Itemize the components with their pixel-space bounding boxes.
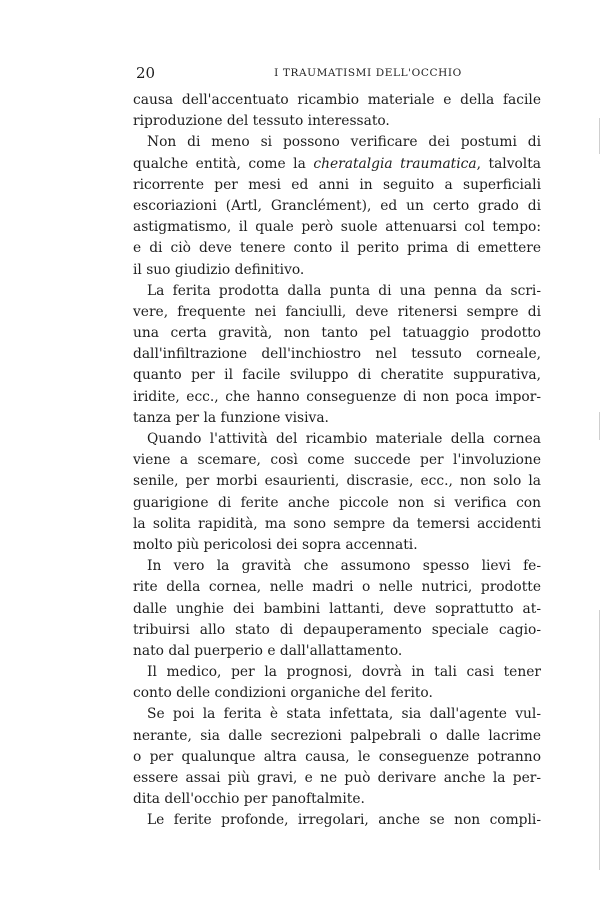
text-line: dita dell'occhio per panoftalmite. [133, 791, 365, 808]
text-line: la solita rapidità, ma sono sempre da temersi accidenti [133, 515, 541, 532]
text-line: guarigione di ferite anche piccole non si verifica con [133, 494, 541, 511]
text-line: In vero la gravità che assumono spesso lievi fe- [147, 558, 541, 575]
text-segment: , talvolta [476, 155, 541, 172]
text-line: rite della cornea, nelle madri o nelle nutrici, prodotte [133, 579, 541, 596]
running-title: I TRAUMATISMI DELL'OCCHIO [274, 67, 462, 79]
text-line: una certa gravità, non tanto pel tatuaggio prodotto [133, 325, 541, 342]
text-line: astigmatismo, il quale però suole attenuarsi col tempo: [133, 219, 541, 236]
body-text [133, 90, 541, 832]
text-line: Se poi la ferita è stata infettata, sia dall'agente vul- [147, 706, 541, 723]
text-line: escoriazioni (Artl, Granclément), ed un certo grado di [133, 197, 541, 214]
page-number: 20 [136, 64, 156, 82]
text-line [133, 154, 541, 175]
text-line: vere, frequente nei fanciulli, deve ritenersi sempre di [133, 303, 541, 320]
text-line: nerante, sia dalle secrezioni palpebrali o dalle lacrime [133, 727, 541, 744]
text-line: e di ciò deve tenere conto il perito prima di emettere [133, 240, 541, 257]
text-line: quanto per il facile sviluppo di cheratite suppurativa, [133, 367, 541, 384]
page-edge-mark [599, 412, 600, 440]
text-line: Non di meno si possono verificare dei postumi di [147, 134, 541, 151]
italic-term: cheratalgia traumatica [313, 155, 477, 172]
text-line: molto più pericolosi dei sopra accennati. [133, 536, 418, 553]
page-header [136, 64, 540, 84]
text-segment: qualche entità, come la [133, 155, 314, 172]
text-line: La ferita prodotta dalla punta di una penna da scri- [147, 282, 541, 299]
text-line: dall'infiltrazione dell'inchiostro nel tessuto corneale, [133, 346, 541, 363]
text-line: il suo giudizio definitivo. [133, 261, 305, 278]
text-line: nato dal puerperio e dall'allattamento. [133, 642, 403, 659]
text-line: conto delle condizioni organiche del ferito. [133, 685, 433, 702]
page-edge-mark [599, 610, 600, 870]
text-line: ricorrente per mesi ed anni in seguito a superficiali [133, 176, 541, 193]
text-line: tribuirsi allo stato di depauperamento speciale cagio- [133, 621, 541, 638]
text-line: Quando l'attività del ricambio materiale della cornea [147, 431, 541, 447]
text-line: o per qualunque altra causa, le conseguenze potranno [133, 748, 541, 765]
page-edge-mark [599, 118, 600, 154]
text-line: senile, per morbi esaurienti, discrasie, ecc., non solo la [133, 473, 541, 490]
text-line: riproduzione del tessuto interessato. [133, 113, 390, 130]
text-line: dalle unghie dei bambini lattanti, deve soprattutto at- [133, 600, 541, 617]
text-line: Il medico, per la prognosi, dovrà in tali casi tener [147, 664, 541, 681]
text-line: iridite, ecc., che hanno conseguenze di non poca impor- [133, 388, 541, 405]
text-line: viene a scemare, così come succede per l'involuzione [133, 452, 541, 469]
text-line: tanza per la funzione visiva. [133, 409, 329, 426]
text-line: Le ferite profonde, irregolari, anche se non compli- [147, 812, 541, 829]
text-line: causa dell'accentuato ricambio materiale e della facile [133, 92, 541, 108]
text-line: essere assai più gravi, e ne può derivare anche la per- [133, 770, 541, 786]
